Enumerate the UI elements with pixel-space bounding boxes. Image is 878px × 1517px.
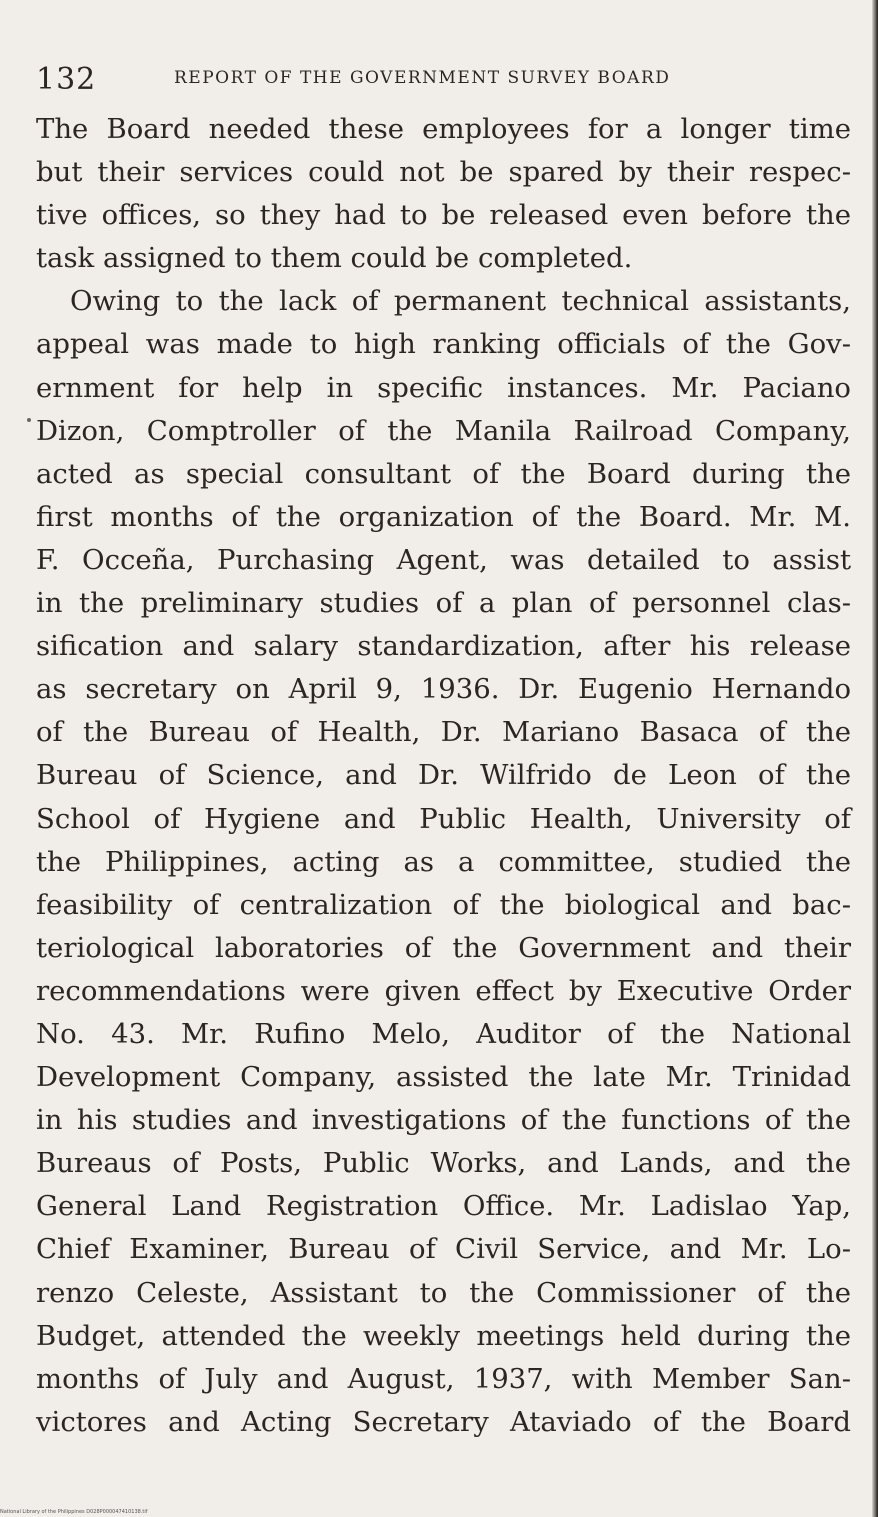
page-header bbox=[36, 62, 856, 102]
text-line: of the Bureau of Health, Dr. Mariano Basaca of the bbox=[36, 716, 851, 749]
text-line: School of Hygiene and Public Health, University of bbox=[36, 802, 851, 835]
text-line: Bureaus of Posts, Public Works, and Lands, and the bbox=[36, 1147, 851, 1180]
text-line: Chief Examiner, Bureau of Civil Service, and Mr. Lo- bbox=[36, 1233, 851, 1266]
text-line: but their services could not be spared by their respec- bbox=[36, 156, 851, 189]
text-line: The Board needed these employees for a longer time bbox=[36, 113, 851, 145]
text-line: tive offices, so they had to be released even before the bbox=[36, 199, 851, 232]
text-line: recommendations were given effect by Executive Order bbox=[36, 974, 851, 1007]
text-line: ernment for help in specific instances. Mr. Paciano bbox=[36, 371, 851, 404]
text-line: months of July and August, 1937, with Member San- bbox=[36, 1362, 851, 1395]
text-line: No. 43. Mr. Rufino Melo, Auditor of the National bbox=[36, 1017, 851, 1050]
text-line: first months of the organization of the Board. Mr. M. bbox=[36, 500, 851, 533]
text-line: teriological laboratories of the Government and their bbox=[36, 931, 851, 964]
text-line: Budget, attended the weekly meetings held during the bbox=[36, 1319, 851, 1352]
text-line: sification and salary standardization, after his release bbox=[36, 630, 851, 663]
text-line: Owing to the lack of permanent technical assistants, bbox=[70, 285, 851, 318]
paragraph-1 bbox=[36, 108, 851, 280]
text-line: victores and Acting Secretary Ataviado of the Board bbox=[36, 1405, 851, 1438]
text-line: renzo Celeste, Assistant to the Commissioner of the bbox=[36, 1276, 851, 1309]
text-line: General Land Registration Office. Mr. Ladislao Yap, bbox=[36, 1190, 851, 1223]
text-line: in the preliminary studies of a plan of personnel clas- bbox=[36, 587, 851, 620]
text-line: Dizon, Comptroller of the Manila Railroad Company, bbox=[36, 414, 851, 447]
text-line: the Philippines, acting as a committee, studied the bbox=[36, 845, 851, 878]
text-line: Bureau of Science, and Dr. Wilfrido de Leon of the bbox=[36, 759, 851, 792]
text-line: task assigned to them could be completed. bbox=[36, 242, 633, 275]
archive-stamp: National Library of the Philippines D028P000047410138.tif bbox=[0, 1509, 148, 1515]
running-head: REPORT OF THE GOVERNMENT SURVEY BOARD bbox=[174, 68, 671, 88]
body-text bbox=[36, 108, 851, 1444]
text-line: F. Occeña, Purchasing Agent, was detailed to assist bbox=[36, 543, 851, 576]
text-line: Development Company, assisted the late Mr. Trinidad bbox=[36, 1061, 851, 1094]
text-line: acted as special consultant of the Board during the bbox=[36, 457, 851, 490]
page-right-edge bbox=[872, 0, 878, 1517]
text-line: feasibility of centralization of the biological and bac- bbox=[36, 888, 851, 921]
margin-mark bbox=[27, 418, 31, 422]
page-number: 132 bbox=[36, 62, 97, 97]
text-line: as secretary on April 9, 1936. Dr. Eugenio Hernando bbox=[36, 673, 851, 706]
text-line: in his studies and investigations of the functions of the bbox=[36, 1104, 851, 1137]
paragraph-2 bbox=[36, 280, 851, 1444]
text-line: appeal was made to high ranking officials of the Gov- bbox=[36, 328, 851, 361]
